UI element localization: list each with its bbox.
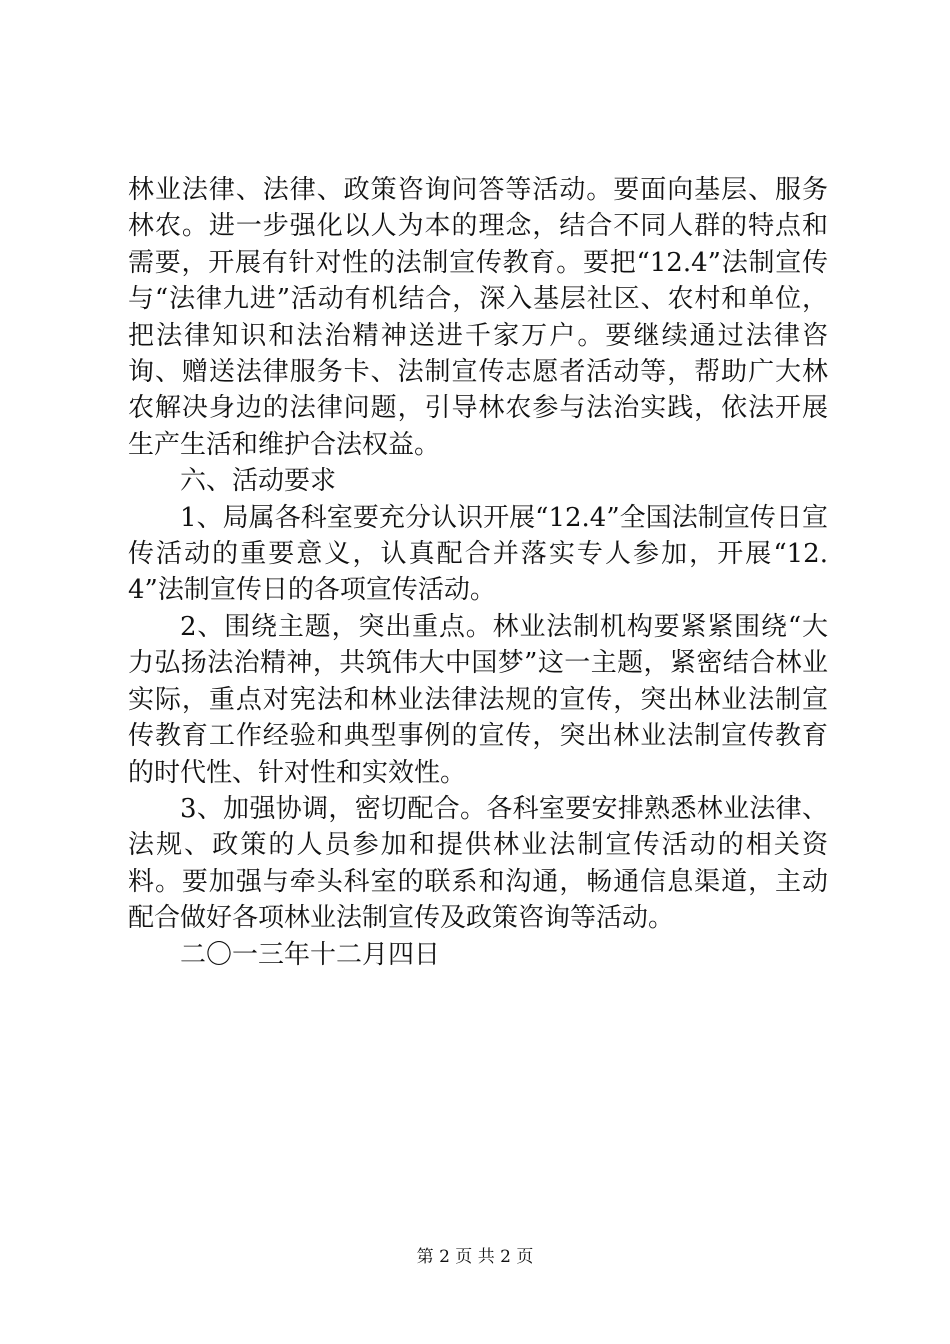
requirement-item-1: 1、局属各科室要充分认识开展“12.4”全国法制宣传日宣传活动的重要意义，认真配合并落实专人参加，开展“12.4”法制宣传日的各项宣传活动。: [128, 502, 828, 606]
requirement-item-2: 2、围绕主题，突出重点。林业法制机构要紧紧围绕“大力弘扬法治精神，共筑伟大中国梦”这一主题，紧密结合林业实际，重点对宪法和林业法律法规的宣传，突出林业法制宣传教育工作经验和典型事例的宣传，突出林业法制宣传教育的时代性、针对性和实效性。: [128, 611, 828, 788]
requirement-item-3: 3、加强协调，密切配合。各科室要安排熟悉林业法律、法规、政策的人员参加和提供林业法制宣传活动的相关资料。要加强与牵头科室的联系和沟通，畅通信息渠道，主动配合做好各项林业法制宣传及政策咨询等活动。: [128, 793, 828, 934]
page-number-footer: 第 2 页 共 2 页: [416, 1247, 534, 1267]
document-body: [128, 172, 828, 973]
section-heading-activity-requirements: 六、活动要求: [180, 466, 337, 497]
document-date: 二〇一三年十二月四日: [180, 939, 441, 970]
paragraph-continuation: 林业法律、法律、政策咨询问答等活动。要面向基层、服务林农。进一步强化以人为本的理念，结合不同人群的特点和需要，开展有针对性的法制宣传教育。要把“12.4”法制宣传与“法律九进”活动有机结合，深入基层社区、农村和单位，把法律知识和法治精神送进千家万户。要继续通过法律咨询、赠送法律服务卡、法制宣传志愿者活动等，帮助广大林农解决身边的法律问题，引导林农参与法治实践，依法开展生产生活和维护合法权益。: [128, 175, 828, 460]
